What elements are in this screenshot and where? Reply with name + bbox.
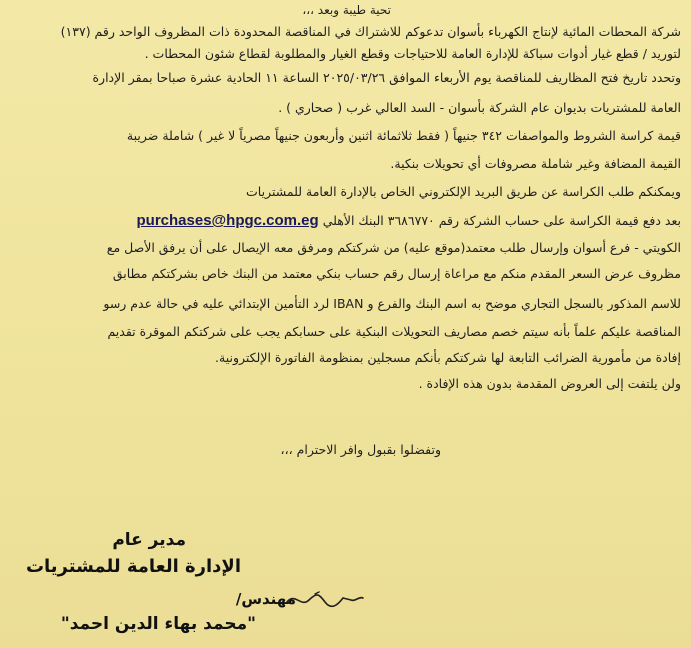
engineer-label: مهندس/ (235, 590, 296, 608)
body-line-6: القيمة المضافة وغير شاملة مصروفات أي تحويلات بنكية. (390, 156, 681, 171)
signer-title-general-manager: مدير عام (112, 530, 186, 550)
body-line-3: وتحدد تاريخ فتح المظاريف للمناقصة يوم الأربعاء الموافق ٢٠٢٥/٠٣/٢٦ الساعة ١١ الحادية عشرة صباحا بمقر الإدارة (92, 70, 681, 85)
body-line-4: العامة للمشتريات بديوان عام الشركة بأسوان - السد العالي غرب ( صحاري ) . (278, 100, 681, 115)
signer-name: "محمد بهاء الدين احمد" (60, 614, 256, 634)
body-line-12: إفادة من مأمورية الضرائب التابعة لها شركتكم بأنكم مسجلين بمنظومة الفاتورة الإلكترونية. (215, 350, 681, 365)
signer-department: الإدارة العامة للمشتريات (25, 556, 241, 577)
body-line-email (10, 208, 681, 234)
closing-line: وتفضلوا بقبول وافر الاحترام ،،، (280, 442, 441, 457)
body-line-1: شركة المحطات المائية لإنتاج الكهرباء بأسوان تدعوكم للاشتراك في المناقصة المحدودة ذات المظروف الواحد رقم (١٣٧) (60, 24, 681, 39)
body-line-7: ويمكنكم طلب الكراسة عن طريق البريد الإلكتروني الخاص بالإدارة العامة للمشتريات (246, 184, 681, 199)
purchases-email-link[interactable]: purchases@hpgc.com.eg (136, 212, 319, 229)
body-line-9: مظروف عرض السعر المقدم منكم مع مراعاة إرسال رقم حساب بنكي معتمد من البنك خاص بشركتكم مطابق (112, 266, 681, 281)
body-line-10: للاسم المذكور بالسجل التجاري موضح به اسم البنك والفرع و IBAN لرد التأمين الإبتدائي عليه في حالة عدم رسو (103, 296, 681, 311)
body-line-2: لتوريد / قطع غيار أدوات سباكة للإدارة العامة للاحتياجات وقطع الغيار والمطلوبة لقطاع شئون المحطات . (144, 46, 681, 61)
body-line-11: المناقصة عليكم علماً بأنه سيتم خصم مصاريف التحويلات البنكية على حسابكم يجب على شركتكم الموقرة تقديم (107, 324, 681, 339)
handwritten-signature-icon (285, 588, 365, 610)
body-line-8: الكويتي - فرع أسوان وإرسال طلب معتمد(موقع عليه) من شركتكم ومرفق معه الإيصال على أن يرفق الأصل مع (106, 240, 681, 255)
greeting: تحية طيبة وبعد ،،، (302, 3, 391, 17)
body-line-5: قيمة كراسة الشروط والمواصفات ٣٤٢ جنيهاً ( فقط ثلاثمائة اثنين وأربعون جنيهاً مصرياً لا غير ) شاملة ضريبة (126, 128, 681, 143)
email-line-text: بعد دفع قيمة الكراسة على حساب الشركة رقم ٣٦٨٦٧٧٠ البنك الأهلي (322, 213, 681, 228)
body-line-13: ولن يلتفت إلى العروض المقدمة بدون هذه الإفادة . (418, 376, 681, 391)
